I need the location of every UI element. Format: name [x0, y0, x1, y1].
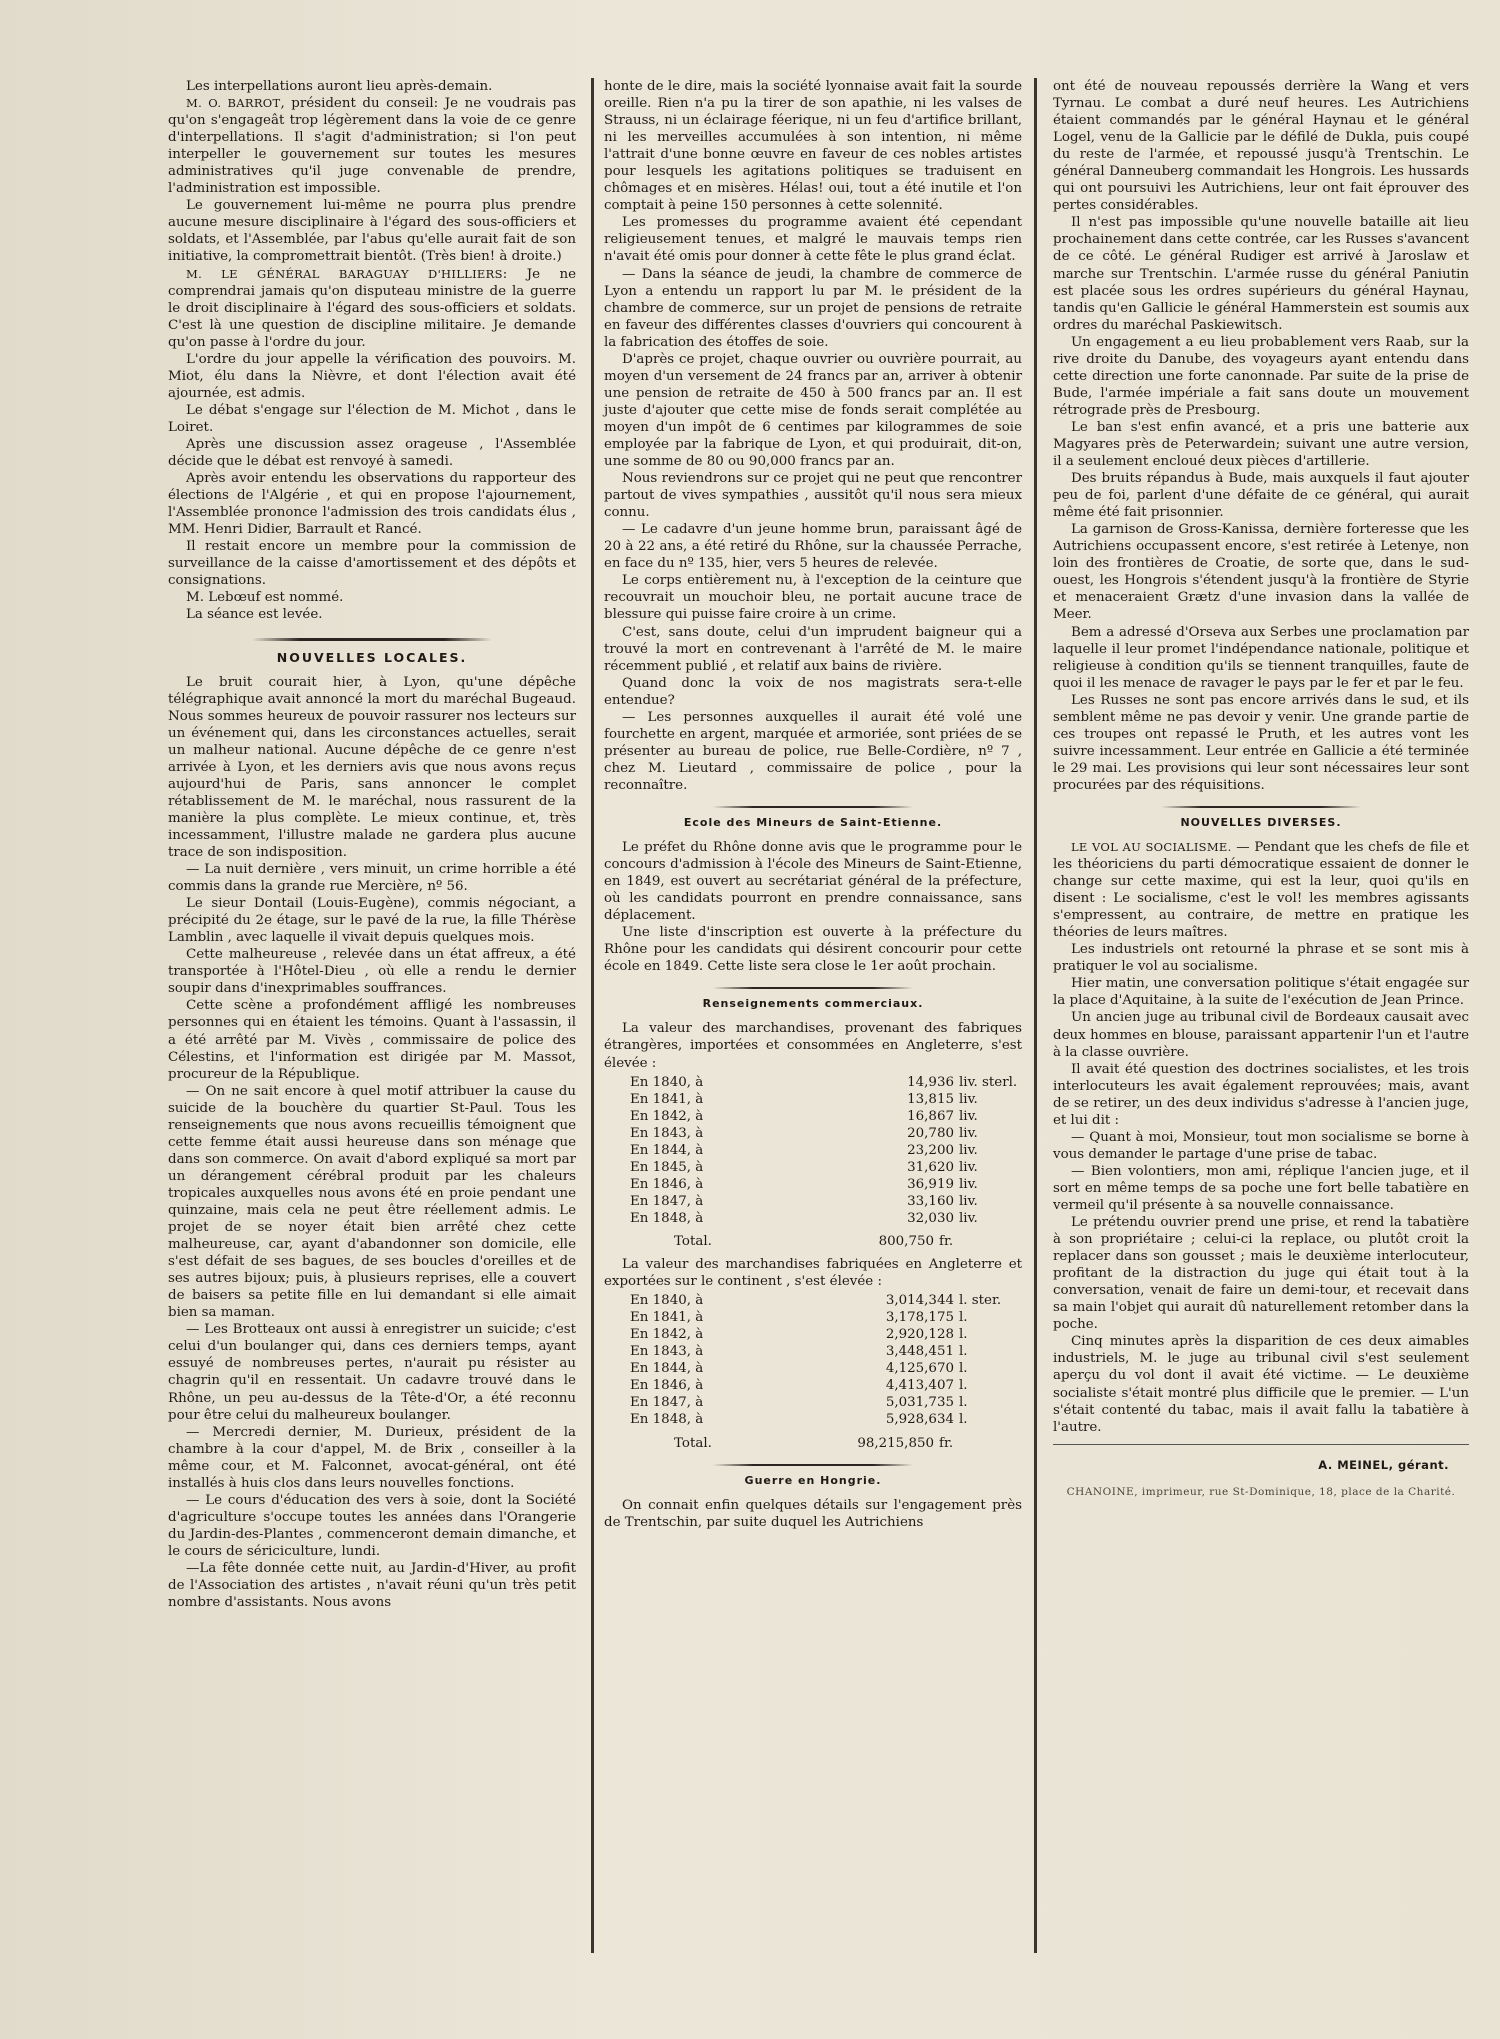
table-cell-value: 36,919 [907, 1176, 954, 1192]
paragraph: Les interpellations auront lieu après-demain. [186, 79, 493, 94]
table-row [630, 1210, 1019, 1227]
table-cell-value: 13,815 [907, 1091, 954, 1107]
table-cell-year: En 1841, à [630, 1091, 704, 1107]
section-divider [1161, 806, 1361, 808]
column-rule-left [591, 78, 594, 1953]
paragraph: Des bruits répandus à Bude, mais auxquels il faut ajouter peu de foi, parlent d'une défaite de ce général, qui aurait même été fait prisonnier. [1053, 471, 1469, 521]
exports-table [630, 1292, 1019, 1428]
table-cell-unit: l. [959, 1412, 968, 1428]
total-value: 800,750 [878, 1234, 934, 1249]
paragraph: Un ancien juge au tribunal civil de Bordeaux causait avec deux hommes en blouse, paraissant appartenir l'un et l'autre à la classe ouvrière. [1053, 1010, 1469, 1060]
column-1 [168, 78, 576, 1611]
table-cell-year: En 1847, à [630, 1395, 704, 1411]
table-cell-unit: l. [959, 1327, 968, 1343]
paragraph: ont été de nouveau repoussés derrière la Wang et vers Tyrnau. Le combat a duré neuf heures. Les Autrichiens étaient commandés par le général Haynau et le général Logel, venu de la Gallicie par le défilé de Dukla, puis coupé du reste de l'armée, et repoussé jusqu'à Trentschin. Le général Danneuberg commandait les Hongrois. Les hussards qui ont poursuivi les Autrichiens, leur ont fait éprouver des pertes considérables. [1053, 79, 1469, 214]
paragraph: Cette scène a profondément affligé les nombreuses personnes qui en étaient les témoins. Quant à l'assassin, il a été arrêté par M. Vivès , commissaire de police des Célestins, et l'information est dirigée par M. Massot, procureur de la République. [168, 998, 576, 1082]
paragraph-text: , président du conseil: Je ne voudrais pas qu'on s'engageât trop légèrement dans la voie de ce genre d'interpellations. Il s'agit d'administration; si l'on peut interpeller le gouvernement sur toutes les mesures administratives qu'il juge convenable de prendre, l'administration est impossible. [168, 96, 576, 197]
paragraph: C'est, sans doute, celui d'un imprudent baigneur qui a trouvé la mort en contrevenant à l'arrêté de M. le maire récemment publié , et relatif aux bains de rivière. [604, 624, 1022, 674]
total-label: Total. [674, 1234, 712, 1249]
table-cell-unit: liv. [959, 1210, 978, 1226]
table-row [630, 1309, 1019, 1326]
table-cell-unit: liv. sterl. [959, 1074, 1018, 1090]
table-cell-year: En 1848, à [630, 1412, 704, 1428]
paragraph: — Les Brotteaux ont aussi à enregistrer un suicide; c'est celui d'un boulanger qui, dans ces derniers temps, ayant essuyé de nombreuses pertes, n'aurait pu résister au chagrin qu'il en ressentait. Un cadavre trouvé dans le Rhône, un peu au-dessus de la Tête-d'Or, a été reconnu pour être celui du malheureux boulanger. [168, 1322, 576, 1423]
table-cell-value: 5,928,634 [885, 1412, 954, 1428]
paragraph [168, 95, 576, 197]
exports-total [674, 1435, 1022, 1452]
paragraph: Il restait encore un membre pour la commission de surveillance de la caisse d'amortissement et des dépôts et consignations. [168, 539, 576, 589]
paragraph: Quand donc la voix de nos magistrats sera-t-elle entendue? [604, 675, 1022, 708]
paragraph [1053, 839, 1469, 941]
table-cell-year: En 1840, à [630, 1293, 704, 1309]
table-row [630, 1326, 1019, 1343]
table-row [630, 1125, 1019, 1142]
table-cell-value: 3,178,175 [885, 1310, 954, 1326]
paragraph: Le corps entièrement nu, à l'exception de la ceinture que recouvrait un mouchoir bleu, ne portait aucune trace de blessure qui puisse faire croire à un crime. [604, 573, 1022, 623]
table-cell-unit: liv. [959, 1193, 978, 1209]
section-heading-renseignements-commerciaux: Renseignements commerciaux. [702, 997, 924, 1011]
table-cell-unit: l. [959, 1344, 968, 1360]
section-divider [252, 638, 492, 641]
section-divider [713, 1464, 913, 1466]
column-3 [1053, 78, 1469, 1501]
table-cell-year: En 1844, à [630, 1142, 704, 1158]
printer-imprint: CHANOINE, imprimeur, rue St-Dominique, 18, place de la Charité. [1066, 1485, 1456, 1498]
table-cell-unit: liv. [959, 1108, 978, 1124]
table-cell-unit: l. [959, 1361, 968, 1377]
table-row [630, 1091, 1019, 1108]
table-row [630, 1411, 1019, 1428]
table-cell-year: En 1843, à [630, 1344, 704, 1360]
table-cell-unit: l. [959, 1310, 968, 1326]
table-cell-value: 3,014,344 [885, 1293, 954, 1309]
table-row [630, 1193, 1019, 1210]
paragraph: Nous reviendrons sur ce projet qui ne peut que rencontrer partout de vives sympathies , aussitôt qu'il nous sera mieux connu. [604, 471, 1022, 521]
table-row [630, 1159, 1019, 1176]
paragraph: Une liste d'inscription est ouverte à la préfecture du Rhône pour les candidats qui désirent concourir pour cette école en 1849. Cette liste sera close le 1er août prochain. [604, 925, 1022, 975]
section-divider [713, 806, 913, 808]
total-value: 98,215,850 [857, 1435, 934, 1451]
paragraph: On connait enfin quelques détails sur l'engagement près de Trentschin, par suite duquel les Autrichiens [604, 1497, 1022, 1530]
paragraph: — Bien volontiers, mon ami, réplique l'ancien juge, et il sort en même temps de sa poche une fort belle tabatière en vermeil qu'il présente à sa nouvelle connaissance. [1053, 1163, 1469, 1213]
table-row [630, 1176, 1019, 1193]
paragraph: Le ban s'est enfin avancé, et a pris une batterie aux Magyares près de Peterwardein; suivant une autre version, il a seulement encloué deux pièces d'artillerie. [1053, 419, 1469, 470]
paragraph: Les industriels ont retourné la phrase et se sont mis à pratiquer le vol au socialisme. [1053, 942, 1469, 975]
table-row [630, 1108, 1019, 1125]
paragraph: Le gouvernement lui-même ne pourra plus prendre aucune mesure disciplinaire à l'égard des sous-officiers et soldats, et l'Assemblée, par l'abus qu'elle aurait fait de son initiative, la compromettrait bientôt. (Très bien! à droite.) [168, 198, 576, 265]
speaker-name: M. O. BARROT [186, 96, 281, 111]
table-cell-value: 31,620 [907, 1159, 954, 1175]
paragraph: La séance est levée. [186, 607, 323, 623]
paragraph-text: : Je ne comprendrai jamais qu'on disputeau ministre de la guerre le droit disciplinaire à l'égard des sous-officiers et soldats. C'est là une question de discipline militaire. Je demande qu'on passe à l'ordre du jour. [168, 266, 576, 350]
paragraph: La valeur des marchandises, provenant des fabriques étrangères, importées et consommées en Angleterre, s'est élevée : [604, 1021, 1022, 1071]
section-heading-ecole-des-mineurs: Ecole des Mineurs de Saint-Etienne. [683, 815, 943, 829]
paragraph-text: — Pendant que les chefs de file et les théoriciens du parti démocratique essaient de donner le change sur cette maxime, qui est la leur, quoi qu'ils en disent : Le socialisme, c'est le vol! les membres agissants s'empressent, au contraire, de mettre en pratique les théories de leurs maîtres. [1053, 840, 1469, 941]
total-label: Total. [674, 1435, 712, 1451]
imports-total [674, 1233, 1022, 1250]
table-cell-year: En 1847, à [630, 1193, 704, 1209]
table-cell-year: En 1841, à [630, 1310, 704, 1326]
total-unit: fr. [939, 1435, 954, 1451]
table-cell-value: 14,936 [907, 1074, 954, 1090]
table-cell-year: En 1842, à [630, 1327, 704, 1343]
paragraph: Après avoir entendu les observations du rapporteur des élections de l'Algérie , et qui en propose l'ajournement, l'Assemblée prononce l'admission des trois candidats élus , MM. Henri Didier, Barrault et Rancé. [168, 471, 576, 538]
paragraph: — La nuit dernière , vers minuit, un crime horrible a été commis dans la grande rue Mercière, nº 56. [168, 862, 576, 895]
paragraph: honte de le dire, mais la société lyonnaise avait fait la sourde oreille. Rien n'a pu la tirer de son apathie, ni les valses de Strauss, ni un éclairage féerique, ni un feu d'artifice brillant, ni les merveilles accumulées à son intention, ni même l'attrait d'une bonne œuvre en faveur de ces nobles artistes pour lesquels les agitations politiques se traduisent en chômages et en misères. Hélas! oui, tout a été inutile et l'on comptait à peine 150 personnes à cette solennité. [604, 79, 1022, 214]
table-cell-unit: liv. [959, 1176, 978, 1192]
table-row [630, 1343, 1019, 1360]
table-cell-unit: liv. [959, 1142, 978, 1158]
paragraph: — Mercredi dernier, M. Durieux, président de la chambre à la cour d'appel, M. de Brix , conseiller à la même cour, et M. Falconnet, avocat-général, ont été installés à huis clos dans leurs nouvelles fonctions. [168, 1424, 576, 1491]
table-cell-unit: l. [959, 1378, 968, 1394]
table-cell-year: En 1840, à [630, 1074, 704, 1090]
total-unit: fr. [939, 1234, 954, 1249]
table-cell-year: En 1845, à [630, 1159, 704, 1175]
table-row [630, 1394, 1019, 1411]
paragraph: — Les personnes auxquelles il aurait été volé une fourchette en argent, marquée et armoriée, sont priées de se présenter au bureau de police, rue Belle-Cordière, nº 7 , chez M. Lieutard , commissaire de police , pour la reconnaître. [604, 709, 1022, 793]
paragraph: L'ordre du jour appelle la vérification des pouvoirs. M. Miot, élu dans la Nièvre, et dont l'élection avait été ajournée, est admis. [168, 351, 576, 401]
paragraph: La garnison de Gross-Kanissa, dernière forteresse que les Autrichiens occupassent encore, s'est retirée à Letenye, non loin des frontières de Croatie, de sorte que, dans le sud-ouest, les Hongrois s'étendent jusqu'à la frontière de Styrie et menaceraient Grætz d'une invasion dans la vallée de Meer. [1053, 522, 1469, 623]
table-cell-value: 5,031,735 [885, 1395, 954, 1411]
paragraph: — Dans la séance de jeudi, la chambre de commerce de Lyon a entendu un rapport lu par M. le président de la chambre de commerce, sur un projet de pensions de retraite en faveur des différentes classes d'ouvriers qui concourent à la fabrication des étoffes de soie. [604, 266, 1022, 350]
table-cell-value: 4,413,407 [885, 1378, 954, 1394]
table-cell-year: En 1848, à [630, 1210, 704, 1226]
paragraph: Hier matin, une conversation politique s'était engagée sur la place d'Aquitaine, à la suite de l'exécution de Jean Prince. [1053, 976, 1469, 1009]
table-cell-unit: l. [959, 1395, 968, 1411]
section-heading-nouvelles-diverses: NOUVELLES DIVERSES. [1180, 815, 1342, 829]
paragraph: Le préfet du Rhône donne avis que le programme pour le concours d'admission à l'école des Mineurs de Saint-Etienne, en 1849, est ouvert au secrétariat général de la préfecture, où les candidats pourront en prendre connaissance, sans déplacement. [604, 840, 1022, 924]
table-cell-value: 32,030 [907, 1210, 954, 1226]
table-cell-value: 23,200 [907, 1142, 954, 1158]
article-lead: LE VOL AU SOCIALISME. [1071, 840, 1232, 855]
table-row [630, 1074, 1019, 1091]
table-cell-year: En 1846, à [630, 1378, 704, 1394]
section-heading-guerre-en-hongrie: Guerre en Hongrie. [744, 1473, 882, 1487]
column-rule-right [1034, 78, 1037, 1953]
table-cell-value: 16,867 [907, 1108, 954, 1124]
table-cell-year: En 1843, à [630, 1125, 704, 1141]
paragraph: La valeur des marchandises fabriquées en Angleterre et exportées sur le continent , s'est élevée : [604, 1257, 1022, 1290]
table-row [630, 1360, 1019, 1377]
table-cell-value: 2,920,128 [885, 1327, 954, 1343]
paragraph: — On ne sait encore à quel motif attribuer la cause du suicide de la bouchère du quartier St-Paul. Tous les renseignements que nous avons recueillis témoignent que cette femme était aussi heureuse dans son ménage que dans son commerce. On avait d'abord expliqué sa mort par un dérangement cérébral produit par les chaleurs tropicales auxquelles nous avons été en proie pendant une quinzaine, mais cela ne peut être réellement admis. Le projet de se noyer était bien arrêté chez cette malheureuse, car, ayant d'abandonner son domicile, elle s'est défait de ses bagues, de ses boucles d'oreilles et de ses autres bijoux; puis, à plusieurs reprises, elle a couvert de baisers sa petite fille en lui demandant si elle aimait bien sa maman. [168, 1083, 576, 1321]
table-cell-year: En 1844, à [630, 1361, 704, 1377]
column-2 [604, 78, 1022, 1531]
paragraph: Un engagement a eu lieu probablement vers Raab, sur la rive droite du Danube, des voyageurs ayant entendu dans cette direction une forte canonnade. Par suite de la prise de Bude, l'armée impériale a fait sans doute un mouvement rétrograde près de Presbourg. [1053, 334, 1469, 418]
paragraph: — Quant à moi, Monsieur, tout mon socialisme se borne à vous demander le partage d'une prise de tabac. [1053, 1129, 1469, 1162]
table-cell-year: En 1846, à [630, 1176, 704, 1192]
table-cell-unit: liv. [959, 1125, 978, 1141]
paragraph: Les Russes ne sont pas encore arrivés dans le sud, et ils semblent même ne pas devoir y venir. Une grande partie de ces troupes ont repassé le Pruth, et les autres vont les suivre incessamment. Leur entrée en Gallicie a été terminée le 29 mai. Les provisions qui leur sont nécessaires leur sont procurées par des réquisitions. [1053, 692, 1469, 793]
paragraph: Il avait été question des doctrines socialistes, et les trois interlocuteurs les avait également reprouvées; mais, avant de se retirer, un des deux individus s'adresse à l'ancien juge, et lui dit : [1053, 1061, 1469, 1128]
speaker-name: M. LE GÉNÉRAL BARAGUAY D'HILLIERS [186, 266, 503, 281]
paragraph: Le débat s'engage sur l'élection de M. Michot , dans le Loiret. [168, 402, 576, 435]
paragraph: Cette malheureuse , relevée dans un état affreux, a été transportée à l'Hôtel-Dieu , où elle a rendu le dernier soupir dans d'inexprimables souffrances. [168, 947, 576, 997]
table-row [630, 1377, 1019, 1394]
signature-divider [1053, 1444, 1469, 1445]
table-cell-value: 4,125,670 [885, 1361, 954, 1377]
paragraph: M. Lebœuf est nommé. [186, 590, 344, 606]
table-row [630, 1142, 1019, 1159]
paragraph: Le bruit courait hier, à Lyon, qu'une dépêche télégraphique avait annoncé la mort du maréchal Bugeaud. Nous sommes heureux de pouvoir rassurer nos lecteurs sur un événement qui, dans les circonstances actuelles, serait un malheur national. Aucune dépêche de ce genre n'est arrivée à Lyon, et les derniers avis que nous avons reçus aujourd'hui de Paris, sans annoncer le complet rétablissement de M. le maréchal, nous rassurent de la manière la plus complète. Le mieux continue, et, très incessamment, l'illustre malade ne gardera plus aucune trace de son indisposition. [168, 674, 576, 861]
table-row [630, 1292, 1019, 1309]
paragraph: Après une discussion assez orageuse , l'Assemblée décide que le débat est renvoyé à samedi. [168, 436, 576, 470]
paragraph: — Le cours d'éducation des vers à soie, dont la Société d'agriculture s'occupe toutes les années dans l'Orangerie du Jardin-des-Plantes , commenceront demain dimanche, et le cours de sériciculture, lundi. [168, 1492, 576, 1559]
paragraph: Cinq minutes après la disparition de ces deux aimables industriels, M. le juge au tribunal civil s'est seulement aperçu du vol dont il avait été victime. — Le deuxième socialiste s'était montré plus difficile que le premier. — L'un s'était contenté du tabac, mais il avait fallu la tabatière à l'autre. [1053, 1334, 1469, 1435]
section-divider [713, 987, 913, 989]
table-cell-value: 20,780 [907, 1125, 954, 1141]
paragraph: —La fête donnée cette nuit, au Jardin-d'Hiver, au profit de l'Association des artistes , n'avait réuni qu'un très petit nombre d'assistants. Nous avons [168, 1560, 576, 1611]
paragraph: Le sieur Dontail (Louis-Eugène), commis négociant, a précipité du 2e étage, sur le pavé de la rue, la fille Thérèse Lamblin , avec laquelle il vivait depuis quelques mois. [168, 896, 576, 946]
paragraph: D'après ce projet, chaque ouvrier ou ouvrière pourrait, au moyen d'un versement de 24 francs par an, arriver à obtenir une pension de retraite de 450 à 500 francs par an. Il est juste d'ajouter que cette mise de fonds serait complétée au moyen d'un impôt de 6 centimes par kilogrammes de soie employée par la fabrique de Lyon, et qui produirait, dit-on, une somme de 80 ou 90,000 francs par an. [604, 351, 1022, 470]
paragraph [168, 266, 576, 351]
paragraph: Le prétendu ouvrier prend une prise, et rend la tabatière à son propriétaire ; celui-ci la replace, ou plutôt croit la replacer dans son gousset ; mais le deuxième interlocuteur, profitant de la distraction du juge qui était tout à la conversation, venait de faire un demi-tour, et recevait dans sa main l'objet qui aurait dû naturellement retomber dans la poche. [1053, 1215, 1469, 1333]
table-cell-value: 33,160 [907, 1193, 954, 1209]
manager-signature: A. MEINEL, gérant. [1318, 1457, 1449, 1472]
paragraph: — Le cadavre d'un jeune homme brun, paraissant âgé de 20 à 22 ans, a été retiré du Rhône, sur la chaussée Perrache, en face du nº 135, hier, vers 5 heures de relevée. [604, 522, 1022, 572]
table-cell-unit: liv. [959, 1091, 978, 1107]
paragraph: Les promesses du programme avaient été cependant religieusement tenues, et malgré le mauvais temps rien n'avait été omis pour donner à cette fête le plus grand éclat. [604, 215, 1022, 265]
section-heading-nouvelles-locales: NOUVELLES LOCALES. [276, 649, 468, 665]
table-cell-year: En 1842, à [630, 1108, 704, 1124]
paragraph: Il n'est pas impossible qu'une nouvelle bataille ait lieu prochainement dans cette contrée, car les Russes s'avancent de ce côté. Le général Rudiger est arrivé à Jaroslaw et marche sur Trentschin. L'armée russe du général Paniutin est placée sous les ordres supérieurs du général Haynau, tandis qu'en Gallicie le général Hammerstein est soumis aux ordres du maréchal Paskiewitsch. [1053, 215, 1469, 333]
table-cell-value: 3,448,451 [885, 1344, 954, 1360]
table-cell-unit: liv. [959, 1159, 978, 1175]
table-cell-unit: l. ster. [959, 1293, 1002, 1309]
imports-table [630, 1074, 1019, 1227]
paragraph: Bem a adressé d'Orseva aux Serbes une proclamation par laquelle il leur promet l'indépendance nationale, politique et religieuse à condition qu'ils se tiennent tranquilles, faute de quoi il les menace de ravager le pays par le fer et par le feu. [1053, 624, 1469, 691]
